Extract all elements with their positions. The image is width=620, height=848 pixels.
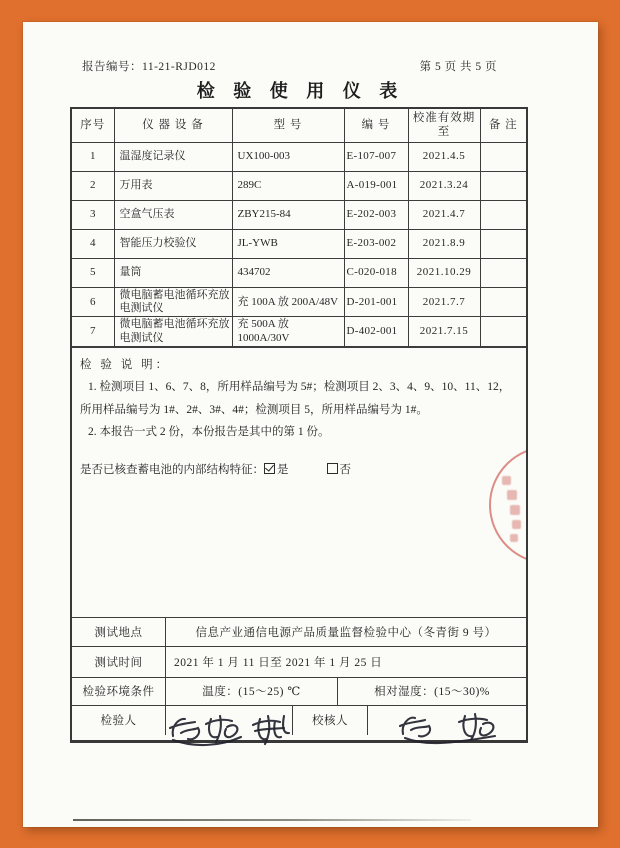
- instrument-row: [72, 288, 526, 317]
- report-number-label: 报告编号：: [82, 61, 142, 73]
- cell-remark: [480, 230, 526, 259]
- cell-instrument: 万用表: [114, 172, 232, 201]
- cell-instrument: 智能压力校验仪: [114, 230, 232, 259]
- cell-no: 7: [72, 317, 114, 346]
- no-label: 否: [339, 464, 351, 477]
- column-header: 仪 器 设 备: [114, 109, 232, 143]
- battery-check-question: 是否已核查蓄电池的内部结构特征：: [80, 464, 264, 477]
- report-table-block: [70, 107, 528, 743]
- no-checkbox-icon: [327, 463, 338, 474]
- instrument-row: [72, 201, 526, 230]
- yes-checkbox-icon: [264, 463, 275, 474]
- test-time-value: 2021 年 1 月 11 日至 2021 年 1 月 25 日: [165, 647, 526, 677]
- instrument-row: [72, 230, 526, 259]
- notes-section: [72, 347, 526, 617]
- seal-character-mark: [507, 490, 517, 500]
- inspector-signature: [163, 706, 313, 754]
- cell-serial: E-203-002: [344, 230, 408, 259]
- cell-model: JL-YWB: [232, 230, 344, 259]
- cell-no: 2: [72, 172, 114, 201]
- cell-no: 4: [72, 230, 114, 259]
- cell-model: 充 100A 放 200A/48V: [232, 288, 344, 317]
- notes-heading: 检 验 说 明：: [80, 358, 171, 371]
- document-header: [82, 58, 497, 74]
- test-location-label: 测试地点: [94, 626, 143, 639]
- instrument-row: [72, 317, 526, 346]
- cell-valid_until: 2021.8.9: [408, 230, 480, 259]
- note-item: 1. 检测项目 1、6、7、8，所用样品编号为 5#；检测项目 2、3、4、9、10、11、12，所用样品编号为 1#、2#、3#、4#；检测项目 5，所用样品编号为 1#。: [80, 381, 511, 416]
- seal-character-mark: [510, 505, 520, 515]
- temperature-value: 温度：(15～25) ℃: [165, 678, 337, 705]
- checker-signature: [391, 706, 516, 750]
- environment-row: [72, 677, 526, 705]
- seal-character-mark: [502, 476, 511, 485]
- cell-instrument: 微电脑蓄电池循环充放电测试仪: [114, 317, 232, 346]
- column-header: 备 注: [480, 109, 526, 143]
- cell-remark: [480, 317, 526, 346]
- battery-check-line: [80, 459, 516, 481]
- page-indicator: 第 5 页 共 5 页: [419, 61, 497, 73]
- page-bottom-edge-shadow: [73, 819, 471, 821]
- test-location-value: 信息产业通信电源产品质量监督检验中心（冬青街 9 号）: [165, 618, 526, 646]
- column-header: 编 号: [344, 109, 408, 143]
- page-title: 检 验 使 用 仪 表: [196, 81, 405, 101]
- report-number-value: 11-21-RJD012: [142, 61, 216, 73]
- instruments-tbody: [72, 109, 526, 346]
- cell-instrument: 微电脑蓄电池循环充放电测试仪: [114, 288, 232, 317]
- cell-serial: E-107-007: [344, 143, 408, 172]
- cell-serial: E-202-003: [344, 201, 408, 230]
- cell-valid_until: 2021.4.7: [408, 201, 480, 230]
- instrument-row: [72, 259, 526, 288]
- cell-instrument: 温湿度记录仪: [114, 143, 232, 172]
- checker-label: 校核人: [292, 706, 367, 735]
- cell-instrument: 量筒: [114, 259, 232, 288]
- cell-no: 6: [72, 288, 114, 317]
- test-location-row: [72, 617, 526, 646]
- report-number: [82, 58, 216, 74]
- seal-character-mark: [512, 520, 521, 529]
- seal-character-mark: [510, 534, 518, 542]
- column-header: 序号: [72, 109, 114, 143]
- instrument-row: [72, 172, 526, 201]
- cell-remark: [480, 201, 526, 230]
- cell-model: 289C: [232, 172, 344, 201]
- humidity-value: 相对湿度：(15～30)%: [337, 678, 526, 705]
- cell-serial: A-019-001: [344, 172, 408, 201]
- cell-serial: D-402-001: [344, 317, 408, 346]
- cell-remark: [480, 172, 526, 201]
- note-item: 2. 本报告一式 2 份，本份报告是其中的第 1 份。: [88, 426, 330, 439]
- cell-no: 3: [72, 201, 114, 230]
- test-time-label: 测试时间: [94, 656, 143, 669]
- cell-valid_until: 2021.7.7: [408, 288, 480, 317]
- cell-serial: D-201-001: [344, 288, 408, 317]
- instrument-row: [72, 143, 526, 172]
- cell-model: UX100-003: [232, 143, 344, 172]
- cell-remark: [480, 288, 526, 317]
- cell-model: ZBY215-84: [232, 201, 344, 230]
- cell-no: 1: [72, 143, 114, 172]
- table-header-row: [72, 109, 526, 143]
- notes-items: [80, 376, 516, 443]
- instruments-table: [72, 109, 526, 347]
- document-page: [23, 22, 598, 827]
- cell-valid_until: 2021.10.29: [408, 259, 480, 288]
- cell-remark: [480, 143, 526, 172]
- yes-label: 是: [277, 464, 289, 477]
- cell-serial: C-020-018: [344, 259, 408, 288]
- cell-valid_until: 2021.3.24: [408, 172, 480, 201]
- test-time-row: [72, 646, 526, 677]
- cell-remark: [480, 259, 526, 288]
- column-header: 型 号: [232, 109, 344, 143]
- cell-no: 5: [72, 259, 114, 288]
- column-header: 校准有效期至: [408, 109, 480, 143]
- inspector-label: 检验人: [100, 715, 137, 728]
- cell-valid_until: 2021.7.15: [408, 317, 480, 346]
- cell-instrument: 空盒气压表: [114, 201, 232, 230]
- cell-model: 434702: [232, 259, 344, 288]
- cell-valid_until: 2021.4.5: [408, 143, 480, 172]
- cell-model: 充 500A 放 1000A/30V: [232, 317, 344, 346]
- environment-label: 检验环境条件: [82, 686, 155, 699]
